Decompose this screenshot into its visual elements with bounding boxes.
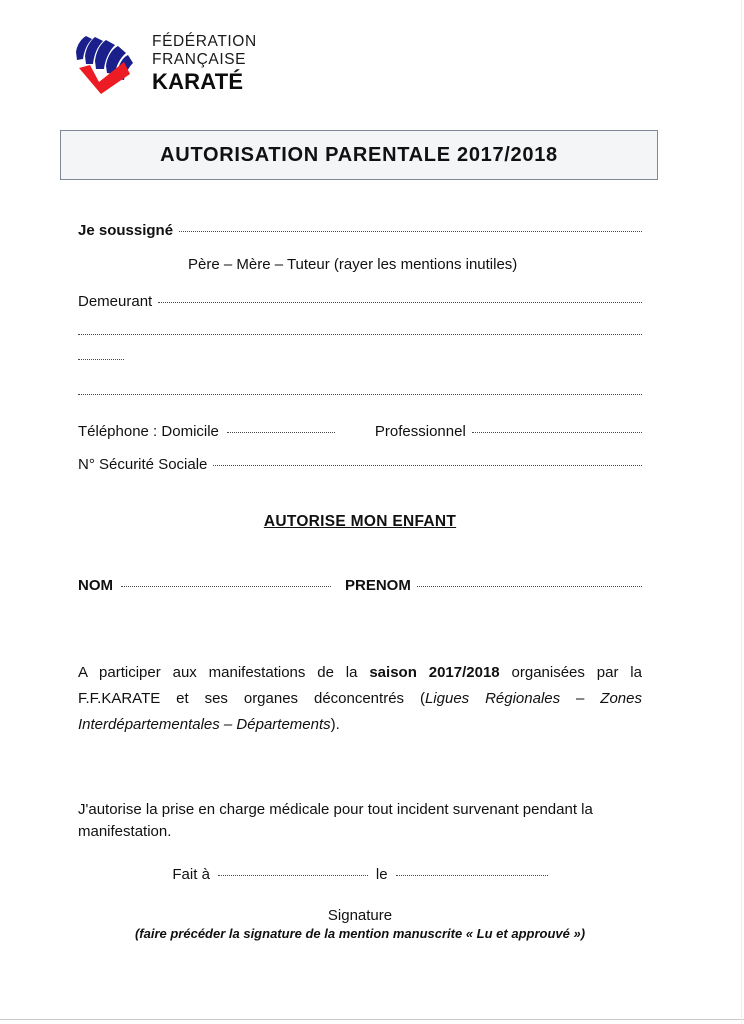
- label-fait-a: Fait à: [172, 865, 210, 883]
- field-row-telephone: [78, 423, 642, 440]
- label-nom: NOM: [78, 577, 113, 594]
- paragraph-part-3: ).: [330, 715, 340, 733]
- document-title-banner: [60, 130, 658, 180]
- note-pere-mere-tuteur: Père – Mère – Tuteur (rayer les mentions inutiles): [188, 256, 518, 273]
- logo-line-federation: FÉDÉRATION: [152, 32, 257, 50]
- label-signature: Signature: [327, 906, 393, 924]
- scan-edge-bottom: [0, 1019, 744, 1020]
- label-le: le: [375, 865, 388, 883]
- field-row-securite-sociale: [78, 456, 642, 473]
- page-title: AUTORISATION PARENTALE 2017/2018: [160, 143, 558, 166]
- field-row-fait-a-le: [78, 866, 642, 883]
- input-prenom[interactable]: [417, 586, 642, 587]
- input-securite-sociale[interactable]: [213, 465, 642, 466]
- input-fait-a-ville[interactable]: [218, 875, 368, 876]
- logo-line-francaise: FRANÇAISE: [152, 51, 247, 69]
- form-body: [78, 222, 642, 941]
- label-je-soussigne: Je soussigné: [78, 222, 174, 239]
- scan-edge-right: [741, 0, 742, 1024]
- paragraph-season-bold: saison 2017/2018: [369, 664, 500, 681]
- label-demeurant: Demeurant: [78, 293, 153, 310]
- paragraph-part-1: A participer aux manifestations de la: [78, 664, 370, 681]
- input-nom[interactable]: [121, 586, 331, 587]
- karate-fist-logo-icon: [68, 30, 140, 96]
- paragraph-italic-organs: Ligues Régionales – Zones Interdépartementales – Départements: [78, 689, 642, 733]
- paragraph-part-2: organisées par la F.F.KARATE et ses organes déconcentrés (: [78, 664, 642, 707]
- logo-line-karate: KARATÉ: [152, 69, 244, 95]
- logo-wordmark: [152, 31, 257, 95]
- input-je-soussigne[interactable]: [179, 231, 642, 232]
- input-telephone-professionnel[interactable]: [472, 432, 642, 433]
- paragraph-participation: [78, 660, 642, 737]
- label-telephone-professionnel: Professionnel: [374, 423, 466, 440]
- label-telephone-domicile: Téléphone : Domicile: [78, 423, 219, 440]
- federation-logo: [68, 30, 257, 96]
- note-mention-manuscrite: (faire précéder la signature de la mention manuscrite « Lu et approuvé »): [134, 925, 586, 941]
- label-securite-sociale: N° Sécurité Sociale: [78, 456, 208, 473]
- field-row-demeurant: [78, 293, 642, 310]
- paragraph-medical-consent: J'autorise la prise en charge médicale pour tout incident survenant pendant la manifestation.: [78, 801, 593, 840]
- input-date[interactable]: [396, 875, 548, 876]
- input-telephone-domicile[interactable]: [227, 432, 335, 433]
- section-autorise-mon-enfant: [78, 513, 642, 531]
- input-demeurant-line1[interactable]: [158, 302, 642, 303]
- heading-autorise-mon-enfant: AUTORISE MON ENFANT: [263, 513, 457, 530]
- field-row-nom-prenom: [78, 577, 642, 594]
- field-row-soussigne: [78, 222, 642, 239]
- label-prenom: PRENOM: [345, 577, 411, 594]
